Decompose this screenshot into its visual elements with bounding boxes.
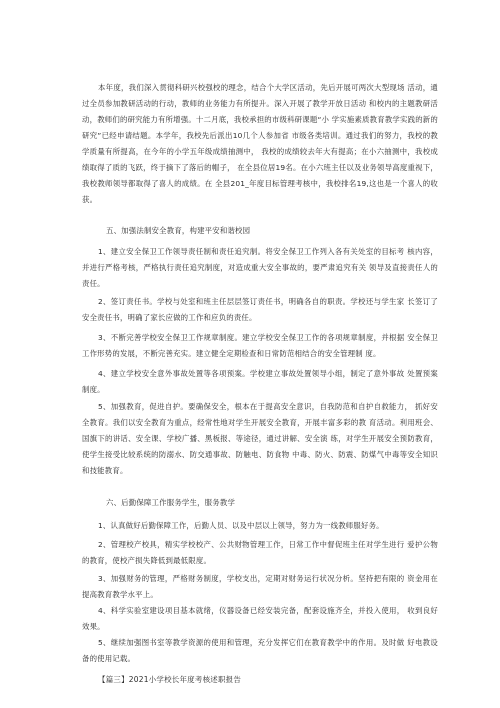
section-heading-safety: 五、加强法制安全教育，构建平安和谐校园 [106,225,251,235]
paragraph-research: 本年度，我们深入贯彻科研兴校强校的理念，结合个大学区活动，先后开展可两次大型现场 活动，通过全员参加教研活动的行动，教师的业务能力有所提升。深入开展了教学开放日活动 和校内的主题教研活动，教师们的研究能力有所增强。十二月底，我校承担的市级科研课题“小 学实施素质教育教学实践的新的研究”已经申请结题。本学年，我校先后派出10几个人参加省 市级各类培训。通过我们的努力，我校的教学质量有所提高，在今年的小学五年级成绩抽测中， 我校的成绩较去年大有提高；在小六抽测中，我校成绩取得了质的飞跃，终于摘下了落后的帽子， 在全县位居19名。在小六班主任以及业务领导高度重视下，我校教师领导都取得了喜人的成绩。在 全县201_年度目标管理考核中，我校排名19,这也是一个喜人的收获。 [82,82,438,204]
logistics-item-1: 1、认真做好后勤保障工作，后勤人员、以及中层以上领导，努力为一线教师服好务。 [98,520,384,530]
safety-item-3: 3、不断完善学校安全保卫工作规章制度。建立学校安全保卫工作的各项规章制度，并根据 安全保卫工作形势的发展，不断完善充实。建立健全定期检查和日常防范相结合的安全管理制 度。 [82,333,438,359]
next-document-title: 【篇三】2021小学校长年度考核述职报告 [98,674,242,684]
section-heading-logistics: 六、后勤保障工作服务学生，服务教学 [106,498,236,508]
safety-item-1: 1、建立安全保卫工作领导责任制和责任追究制。将安全保卫工作列入各有关处室的目标考 核内容，并进行严格考核，严格执行责任追究制度，对造成重大安全事故的，要严肃追究有关 领导及直接责任人的责任。 [82,247,438,289]
safety-item-2: 2、签订责任书。学校与处室和班主任层层签订责任书，明确各自的职责。学校还与学生家 长签订了安全责任书，明确了家长应做的工作和应负的责任。 [82,297,438,323]
logistics-item-5: 5、继续加强图书室等教学资源的使用和管理，充分发挥它们在教育教学中的作用。及时做 好电教设备的使用记载。 [82,637,438,663]
logistics-item-4: 4、科学实验室建设项目基本就绪，仪器设备已经安装完备，配套设施齐全，并投入使用， 收到良好效果。 [82,605,438,631]
safety-item-5: 5、加强教育，促进自护。要确保安全，根本在于提高安全意识，自我防范和自护自救能力， 抓好安全教育。我们以安全教育为重点，经常性地对学生开展安全教育，开展丰富多彩的教 育活动。利用班会、国旗下的讲话、安全课、学校广播、黑板报、等途径，通过讲解、安全演 练，对学生开展安全预防教育，使学生接受比较系统的防溺水、防交通事故、防触电、防食物 中毒、防火、防震、防煤气中毒等安全知识和技能教育。 [82,401,438,475]
logistics-item-3: 3、加强财务的管理，严格财务制度，学校支出，定期对财务运行状况分析。坚持把有限的 资金用在提高教育教学水平上。 [82,573,438,599]
logistics-item-2: 2、管理校产校具，精实学校校产、公共财物管理工作，日常工作中督促班主任对学生进行 爱护公物的教育，使校产损失降低到最低限度。 [82,539,438,565]
safety-item-4: 4、建立学校安全意外事故处置等各项预案。学校建立事故处置领导小组，制定了意外事故 处置预案制度。 [82,369,438,395]
